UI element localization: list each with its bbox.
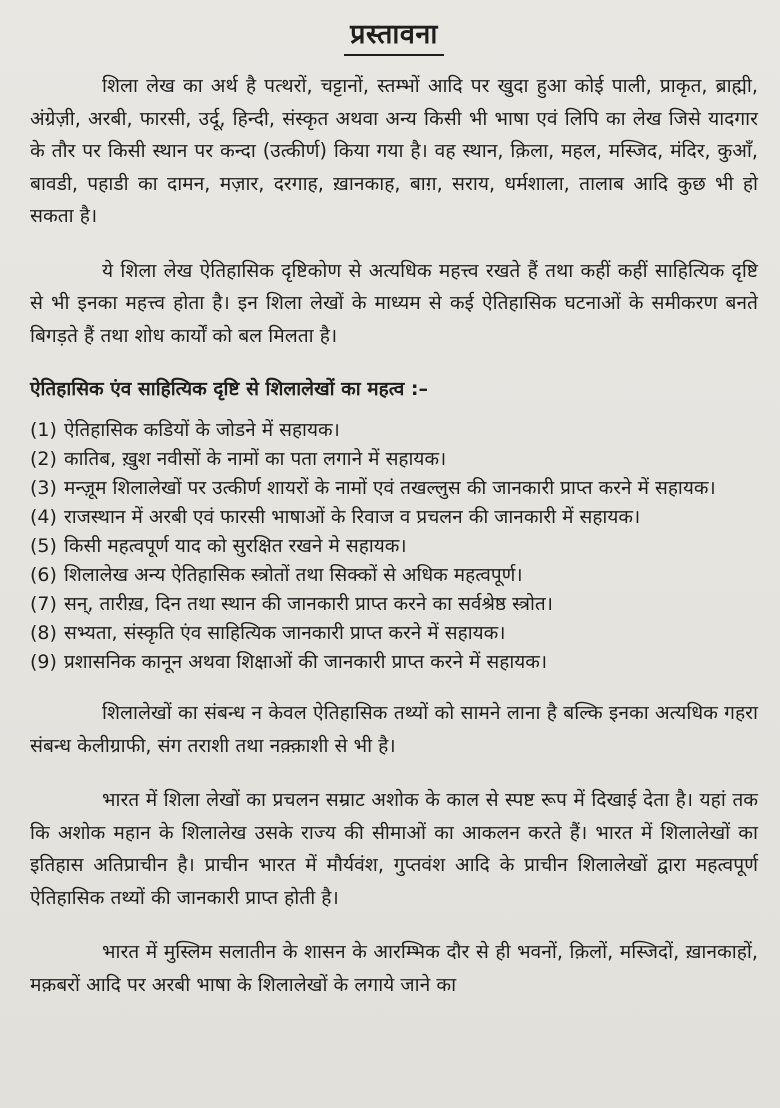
list-item bbox=[30, 532, 758, 561]
list-item-number: (7) bbox=[30, 593, 57, 615]
list-item-text: मन्ज़ूम शिलालेखों पर उत्कीर्ण शायरों के नामों एवं तखल्लुस की जानकारी प्राप्त करने में सहायक। bbox=[64, 477, 716, 499]
list-item-number: (8) bbox=[30, 622, 57, 644]
list-item-text: कातिब, ख़ुश नवीसों के नामों का पता लगाने में सहायक। bbox=[64, 448, 447, 470]
list-item-text: सभ्यता, संस्कृति एंव साहित्यिक जानकारी प्राप्त करने में सहायक। bbox=[64, 622, 506, 644]
list-item bbox=[30, 503, 758, 532]
paragraph-calligraphy: शिलालेखों का संबन्ध न केवल ऐतिहासिक तथ्यों को सामने लाना है बल्कि इनका अत्यधिक गहरा संबन्ध केलीग्राफी, संग तराशी तथा नक़्क़ाशी से भी है। bbox=[30, 701, 758, 757]
list-item bbox=[30, 619, 758, 648]
list-item-text: प्रशासनिक कानून अथवा शिक्षाओं की जानकारी प्राप्त करने में सहायक। bbox=[64, 651, 548, 673]
page-title: प्रस्तावना bbox=[344, 14, 444, 56]
list-item bbox=[30, 590, 758, 619]
list-item-number: (6) bbox=[30, 564, 57, 586]
list-item bbox=[30, 445, 758, 474]
list-item-text: राजस्थान में अरबी एवं फारसी भाषाओं के रिवाज व प्रचलन की जानकारी में सहायक। bbox=[64, 506, 641, 528]
section-heading: ऐतिहासिक एंव साहित्यिक दृष्टि से शिलालेखों का महत्व :– bbox=[30, 378, 429, 400]
list-item bbox=[30, 561, 758, 590]
list-item bbox=[30, 474, 758, 503]
list-item bbox=[30, 416, 758, 445]
list-item-number: (3) bbox=[30, 477, 57, 499]
list-item-text: शिलालेख अन्य ऐतिहासिक स्त्रोतों तथा सिक्कों से अधिक महत्वपूर्ण। bbox=[64, 564, 523, 586]
list-item-text: सन्, तारीख़, दिन तथा स्थान की जानकारी प्राप्त करने का सर्वश्रेष्ठ स्त्रोत। bbox=[64, 593, 553, 615]
list-item-number: (2) bbox=[30, 448, 57, 470]
list-item-text: ऐतिहासिक कडियों के जोडने में सहायक। bbox=[64, 419, 340, 441]
paragraph-definition: शिला लेख का अर्थ है पत्थरों, चट्टानों, स्तम्भों आदि पर खुदा हुआ कोई पाली, प्राकृत, ब्राह्मी, अंग्रेज़ी, अरबी, फारसी, उर्दू, हिन्दी, संस्कृत अथवा अन्य किसी भी भाषा एवं लिपि का लेख जिसे यादगार के तौर पर किसी स्थान पर कन्दा (उत्कीर्ण) किया गया है। वह स्थान, क़िला, महल, मस्जिद, मंदिर, कुआँ, बावडी, पहाडी का दामन, मज़ार, दरगाह, ख़ानकाह, बाग़, सराय, धर्मशाला, तालाब आदि कुछ भी हो सकता है। bbox=[30, 74, 758, 227]
paragraph-sultanate: भारत में मुस्लिम सलातीन के शासन के आरम्भिक दौर से ही भवनों, क़िलों, मस्जिदों, ख़ानकाहों, मक़बरों आदि पर अरबी भाषा के शिलालेखों के लगाये जाने का bbox=[30, 940, 758, 996]
paragraph-ashoka: भारत में शिला लेखों का प्रचलन सम्राट अशोक के काल से स्पष्ट रूप में दिखाई देता है। यहां तक कि अशोक महान के शिलालेख उसके राज्य की सीमाओं का आकलन करते हैं। भारत में शिलालेखों का इतिहास अतिप्राचीन है। प्राचीन भारत में मौर्यवंश, गुप्तवंश आदि के प्राचीन शिलालेखों द्वारा महत्वपूर्ण ऐतिहासिक तथ्यों की जानकारी प्राप्त होती है। bbox=[30, 788, 758, 909]
list-item-number: (9) bbox=[30, 651, 57, 673]
title-wrapper bbox=[30, 14, 758, 56]
list-item-text: किसी महत्वपूर्ण याद को सुरक्षित रखने मे सहायक। bbox=[64, 535, 407, 557]
list-item-number: (4) bbox=[30, 506, 57, 528]
importance-list bbox=[30, 416, 758, 677]
list-item-number: (1) bbox=[30, 419, 57, 441]
list-item bbox=[30, 648, 758, 677]
list-item-number: (5) bbox=[30, 535, 57, 557]
paragraph-importance: ये शिला लेख ऐतिहासिक दृष्टिकोण से अत्यधिक महत्त्व रखते हैं तथा कहीं कहीं साहित्यिक दृष्टि से भी इनका महत्त्व होता है। इन शिला लेखों के माध्यम से कई ऐतिहासिक घटनाओं के समीकरण बनते बिगड़ते हैं तथा शोध कार्यों को बल मिलता है। bbox=[30, 258, 758, 347]
